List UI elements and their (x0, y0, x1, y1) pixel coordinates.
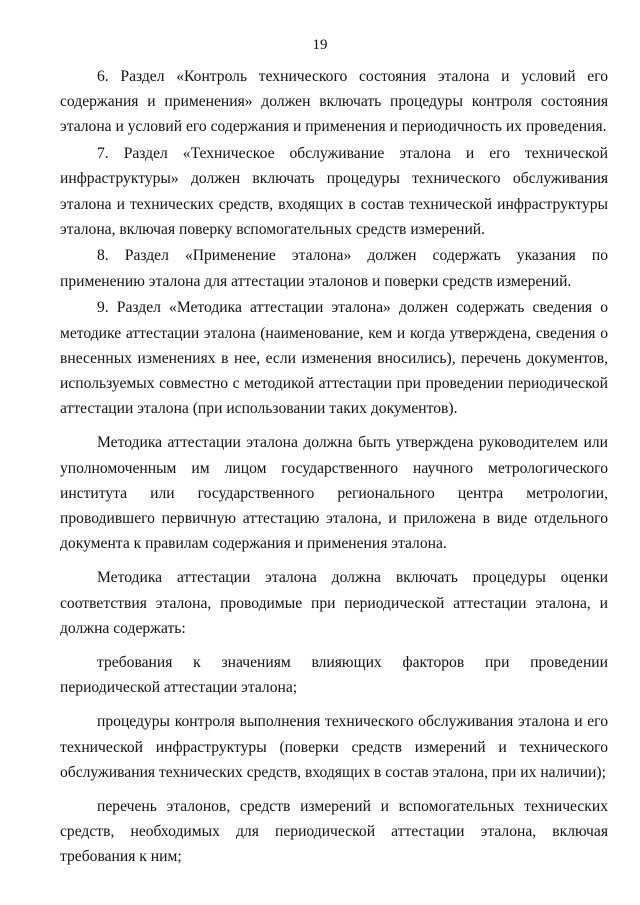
list-item-equipment-list: перечень эталонов, средств измерений и вспомогательных технических средств, необходимых для периодической аттестации эталона, включая требования к ним; (60, 797, 608, 866)
list-item-influence-factors: требования к значениям влияющих факторов при проведении периодической аттестации эталона; (60, 653, 608, 697)
paragraph-section-9: 9. Раздел «Методика аттестации эталона» должен содержать сведения о методике аттестации эталона (наименование, кем и когда утверждена, сведения о внесенных изменениях в нее, если изменения вносились), перечень документов, используемых совместно с методикой аттестации при проведении периодической аттестации эталона (при использовании таких документов). (60, 299, 608, 418)
paragraph-section-6: 6. Раздел «Контроль технического состояния эталона и условий его содержания и применения» должен включать процедуры контроля состояния эталона и условий его содержания и применения и периодичность их проведения. (60, 68, 608, 136)
document-body (60, 64, 608, 871)
paragraph-approval: Методика аттестации эталона должна быть утверждена руководителем или уполномоченным им лицом государственного научного метрологического института или государственного регионального центра метрологии, проводившего первичную аттестацию эталона, и приложена в виде отдельного документа к правилам содержания и применения эталона. (60, 434, 608, 553)
page-number: 19 (312, 37, 328, 53)
paragraph-section-8: 8. Раздел «Применение эталона» должен содержать указания по применению эталона для аттестации эталонов и поверки средств измерений. (60, 247, 608, 290)
paragraph-method-content: Методика аттестации эталона должна включать процедуры оценки соответствия эталона, проводимые при периодической аттестации эталона, и должна содержать: (60, 569, 608, 637)
list-item-maintenance-control: процедуры контроля выполнения технического обслуживания эталона и его технической инфраструктуры (поверки средств измерений и технического обслуживания технических средств, входящих в состав эталона, при их наличии); (60, 713, 608, 781)
paragraph-section-7: 7. Раздел «Техническое обслуживание эталона и его технической инфраструктуры» должен включать процедуры технического обслуживания эталона и технических средств, входящих в состав технической инфраструктуры эталона, включая поверку вспомогательных средств измерений. (60, 145, 608, 238)
